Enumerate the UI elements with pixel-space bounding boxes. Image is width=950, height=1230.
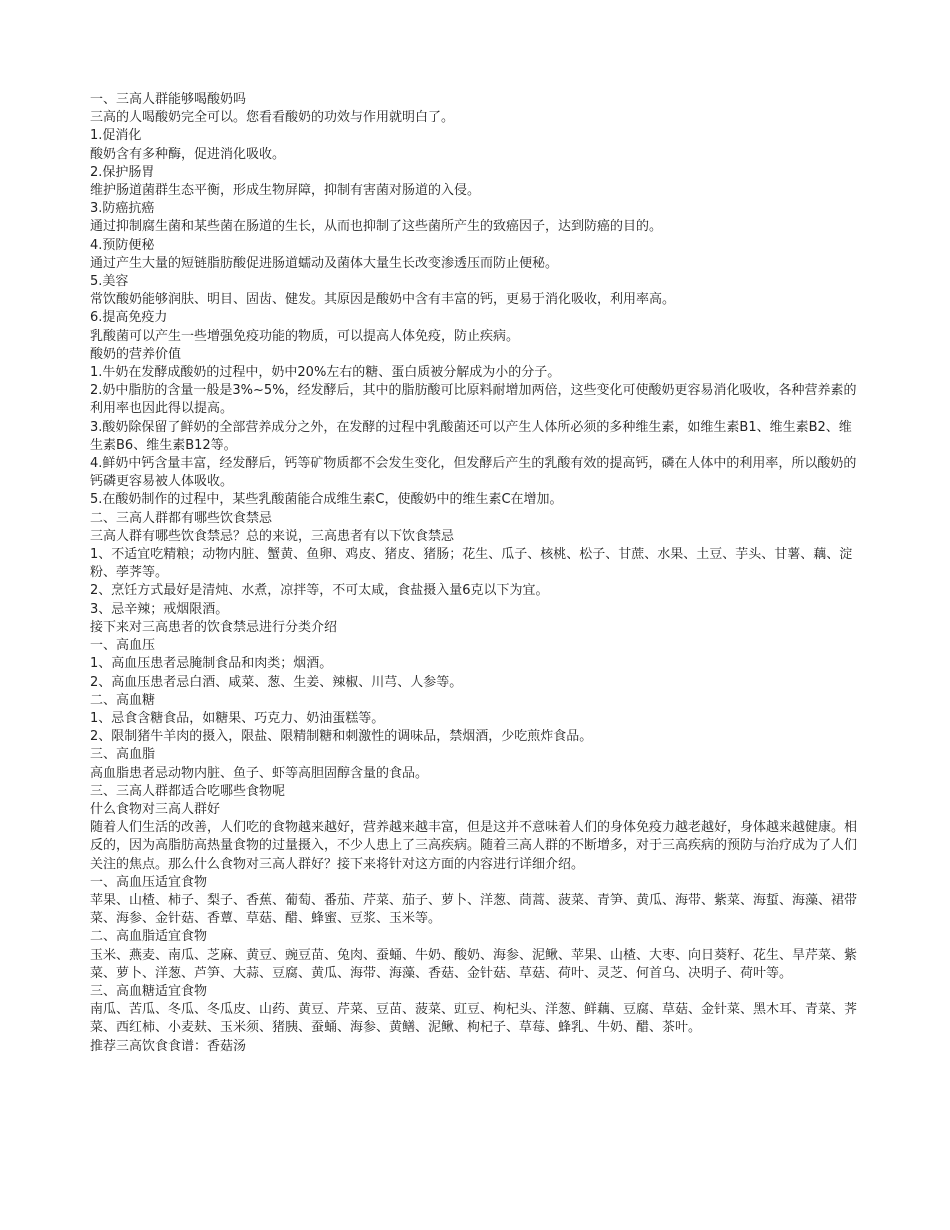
text-line: 三、三高人群都适合吃哪些食物呢	[90, 783, 286, 799]
text-line: 通过产生大量的短链脂肪酸促进肠道蠕动及菌体大量生长改变渗透压而防止便秘。	[90, 255, 559, 271]
text-line: 二、三高人群都有哪些饮食禁忌	[90, 510, 273, 526]
text-line: 三、高血脂	[90, 747, 156, 763]
text-line: 一、三高人群能够喝酸奶吗	[90, 92, 247, 107]
text-line: 1、高血压患者忌腌制食品和肉类；烟酒。	[90, 656, 333, 672]
text-line: 通过抑制腐生菌和某些菌在肠道的生长，从而也抑制了这些菌所产生的致癌因子，达到防癌的目的。	[90, 219, 663, 235]
text-line: 随着人们生活的改善，人们吃的食物越来越好，营养越来越丰富，但是这并不意味着人们的身体免疫力越老越好，身体越来越健康。相反的，因为高脂肪高热量食物的过量摄入，不少人患上了三高疾病。随着三高人群的不断增多，对于三高疾病的预防与治疗成为了人们关注的焦点。那么什么食物对三高人群好？接下来将针对这方面的内容进行详细介绍。	[90, 820, 858, 872]
text-line: 接下来对三高患者的饮食禁忌进行分类介绍	[90, 619, 338, 635]
text-line: 3.防癌抗癌	[90, 201, 155, 217]
text-line: 1.促消化	[90, 128, 142, 144]
text-line: 高血脂患者忌动物内脏、鱼子、虾等高胆固醇含量的食品。	[90, 765, 429, 781]
text-line: 6.提高免疫力	[90, 310, 168, 326]
text-line: 南瓜、苦瓜、冬瓜、冬瓜皮、山药、黄豆、芹菜、豆苗、菠菜、豇豆、枸杞头、洋葱、鲜藕、豆腐、草菇、金针菜、黑木耳、青菜、荠菜、西红柿、小麦麸、玉米须、猪胰、蚕蛹、海参、黄鳝、泥鳅、枸杞子、草莓、蜂乳、牛奶、醋、茶叶。	[90, 1002, 858, 1036]
text-line: 2.保护肠胃	[90, 164, 155, 180]
text-line: 1、不适宜吃精粮；动物内脏、蟹黄、鱼卵、鸡皮、猪皮、猪肠；花生、瓜子、核桃、松子、甘蔗、水果、土豆、芋头、甘薯、藕、淀粉、荸荠等。	[90, 547, 853, 581]
text-line: 推荐三高饮食食谱：香菇汤	[90, 1038, 247, 1054]
text-line: 维护肠道菌群生态平衡，形成生物屏障，抑制有害菌对肠道的入侵。	[90, 183, 481, 199]
text-line: 三高的人喝酸奶完全可以。您看看酸奶的功效与作用就明白了。	[90, 110, 455, 126]
text-line: 二、高血糖	[90, 692, 156, 708]
text-line: 4.预防便秘	[90, 237, 155, 253]
text-line: 一、高血压适宜食物	[90, 874, 208, 890]
text-line: 3、忌辛辣；戒烟限酒。	[90, 601, 229, 617]
text-line: 2、高血压患者忌白酒、咸菜、葱、生姜、辣椒、川芎、人参等。	[90, 674, 463, 690]
text-line: 酸奶含有多种酶，促进消化吸收。	[90, 146, 286, 162]
text-line: 4.鲜奶中钙含量丰富，经发酵后，钙等矿物质都不会发生变化，但发酵后产生的乳酸有效的提高钙，磷在人体中的利用率，所以酸奶的钙磷更容易被人体吸收。	[90, 456, 857, 490]
text-line: 5.在酸奶制作的过程中，某些乳酸菌能合成维生素C，使酸奶中的维生素C在增加。	[90, 492, 563, 508]
text-line: 什么食物对三高人群好	[90, 801, 221, 817]
document-body	[90, 91, 862, 1056]
text-line: 常饮酸奶能够润肤、明目、固齿、健发。其原因是酸奶中含有丰富的钙，更易于消化吸收，利用率高。	[90, 292, 676, 308]
text-line: 2、限制猪牛羊肉的摄入，限盐、限精制糖和刺激性的调味品，禁烟酒，少吃煎炸食品。	[90, 729, 593, 745]
text-line: 一、高血压	[90, 638, 156, 654]
text-line: 玉米、燕麦、南瓜、芝麻、黄豆、豌豆苗、兔肉、蚕蛹、牛奶、酸奶、海参、泥鳅、苹果、山楂、大枣、向日葵籽、花生、旱芹菜、紫菜、萝卜、洋葱、芦笋、大蒜、豆腐、黄瓜、海带、海藻、香菇、金针菇、草菇、荷叶、灵芝、何首乌、决明子、荷叶等。	[90, 947, 858, 981]
text-line: 1、忌食含糖食品，如糖果、巧克力、奶油蛋糕等。	[90, 710, 385, 726]
text-line: 乳酸菌可以产生一些增强免疫功能的物质，可以提高人体免疫，防止疾病。	[90, 328, 520, 344]
text-line: 5.美容	[90, 274, 129, 290]
text-line: 2.奶中脂肪的含量一般是3%~5%，经发酵后，其中的脂肪酸可比原料耐增加两倍，这些变化可使酸奶更容易消化吸收，各种营养素的利用率也因此得以提高。	[90, 383, 857, 417]
text-line: 三高人群有哪些饮食禁忌？总的来说，三高患者有以下饮食禁忌	[90, 528, 455, 544]
text-line: 二、高血脂适宜食物	[90, 929, 208, 945]
text-line: 1.牛奶在发酵成酸奶的过程中，奶中20%左右的糖、蛋白质被分解成为小的分子。	[90, 365, 561, 381]
text-line: 2、烹饪方式最好是清炖、水煮，凉拌等，不可太咸，食盐摄入量6克以下为宜。	[90, 583, 549, 599]
text-line: 苹果、山楂、柿子、梨子、香蕉、葡萄、番茄、芹菜、茄子、萝卜、洋葱、茼蒿、菠菜、青笋、黄瓜、海带、紫菜、海蜇、海藻、裙带菜、海参、金针菇、香蕈、草菇、醋、蜂蜜、豆浆、玉米等。	[90, 892, 858, 927]
text-line: 三、高血糖适宜食物	[90, 983, 208, 999]
text-line: 酸奶的营养价值	[90, 346, 182, 362]
text-line: 3.酸奶除保留了鲜奶的全部营养成分之外，在发酵的过程中乳酸菌还可以产生人体所必须的多种维生素，如维生素B1、维生素B2、维生素B6、维生素B12等。	[90, 419, 852, 453]
